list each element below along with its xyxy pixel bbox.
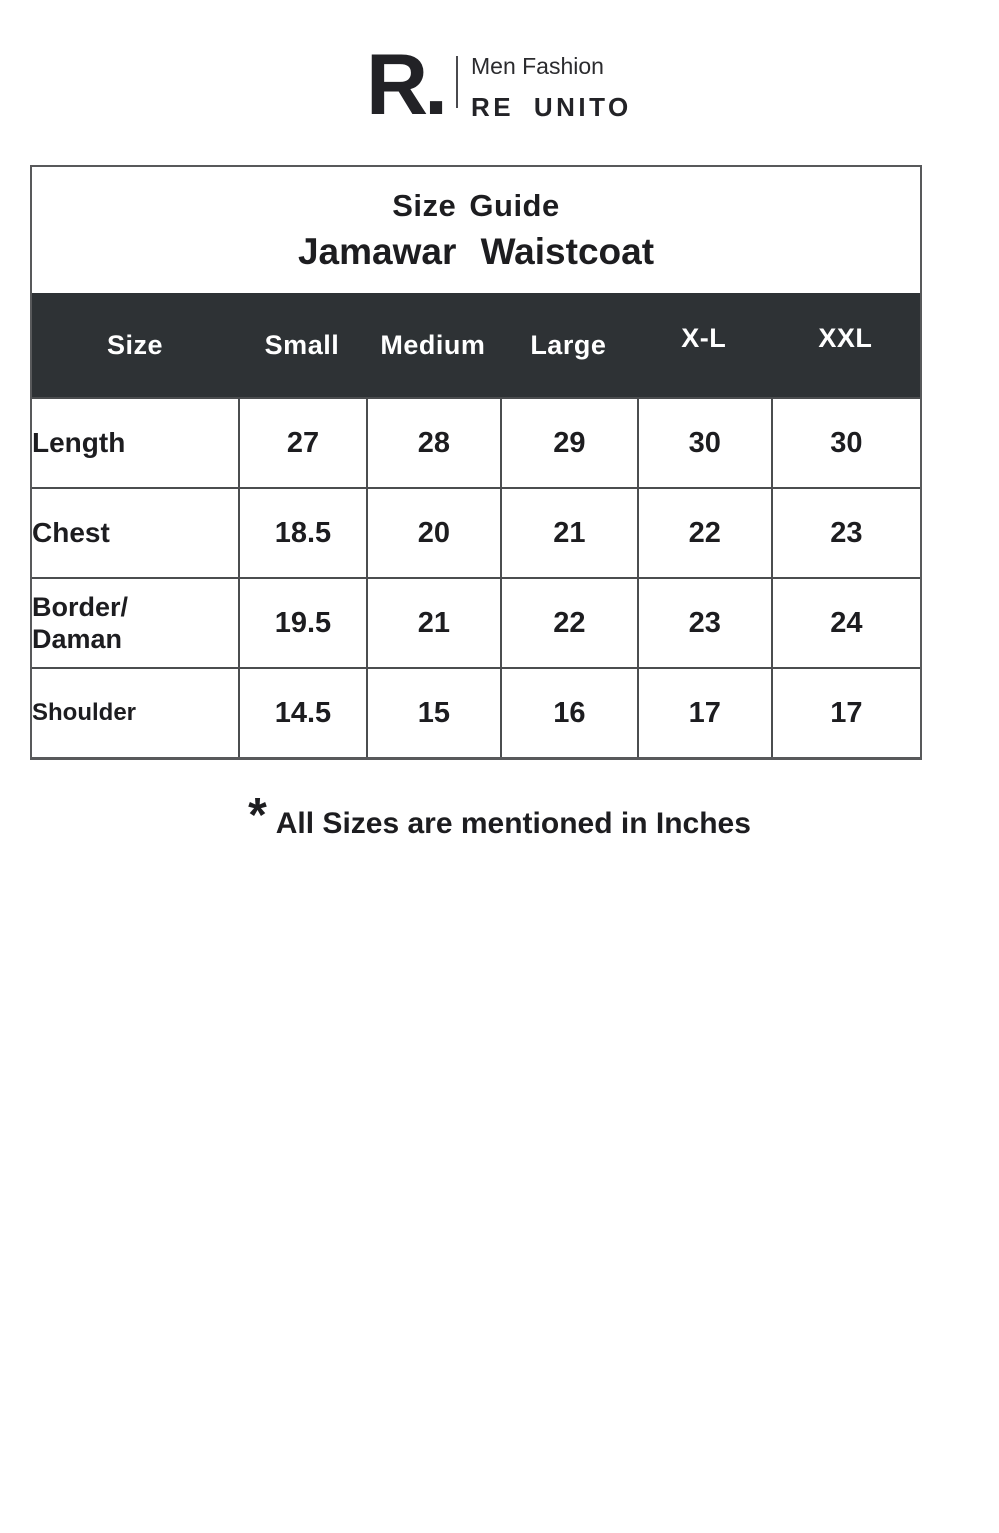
table-row-length	[32, 397, 920, 487]
brand-name: RE UNITO	[471, 92, 632, 123]
table-cell: 23	[771, 489, 920, 577]
row-label	[32, 489, 238, 577]
brand-tagline: Men Fashion	[471, 53, 604, 79]
table-cell: 28	[366, 399, 500, 487]
table-title-block	[32, 167, 920, 293]
table-cell: 24	[771, 579, 920, 667]
row-label	[32, 399, 238, 487]
footnote	[0, 789, 999, 842]
column-header-medium	[366, 293, 500, 397]
table-cell: 18.5	[238, 489, 366, 577]
row-label-text-line2: Daman	[32, 624, 123, 654]
table-cell: 29	[500, 399, 637, 487]
size-guide-title: Size Guide	[392, 187, 560, 223]
row-label	[32, 669, 238, 757]
column-header-label: Medium	[380, 329, 486, 360]
table-cell: 22	[637, 489, 771, 577]
column-header-label: X-L	[681, 322, 727, 353]
brand-text-block	[471, 50, 632, 123]
table-row-shoulder	[32, 667, 920, 757]
table-cell: 15	[366, 669, 500, 757]
column-header-label: Large	[530, 329, 607, 360]
asterisk-marker: *	[248, 789, 267, 842]
product-name-subtitle: Jamawar Waistcoat	[297, 230, 655, 272]
row-label-text: Shoulder	[32, 698, 137, 726]
table-cell: 17	[771, 669, 920, 757]
column-header-small	[238, 293, 366, 397]
column-header-label: XXL	[818, 322, 873, 353]
table-cell: 30	[637, 399, 771, 487]
brand-logo	[366, 37, 632, 133]
table-header-row	[32, 293, 920, 397]
column-header-xxl	[771, 293, 920, 397]
logo-divider	[456, 56, 458, 108]
size-guide-table	[30, 165, 922, 760]
table-cell: 16	[500, 669, 637, 757]
table-row-border-daman	[32, 577, 920, 667]
table-cell: 17	[637, 669, 771, 757]
column-header-label: Small	[264, 329, 340, 360]
table-row-chest	[32, 487, 920, 577]
row-label-text: Chest	[32, 517, 110, 549]
row-label	[32, 579, 238, 667]
brand-logo-mark: R.	[366, 37, 444, 133]
table-cell: 21	[500, 489, 637, 577]
table-cell: 30	[771, 399, 920, 487]
column-header-label: Size	[106, 329, 164, 360]
table-cell: 20	[366, 489, 500, 577]
table-cell: 22	[500, 579, 637, 667]
column-header-large	[500, 293, 637, 397]
column-header-xl	[637, 293, 771, 397]
table-cell: 23	[637, 579, 771, 667]
table-cell: 19.5	[238, 579, 366, 667]
row-label-text: Border/	[32, 591, 129, 622]
table-cell: 27	[238, 399, 366, 487]
row-label-text: Length	[32, 427, 126, 459]
footnote-text: All Sizes are mentioned in Inches	[275, 807, 751, 840]
column-header-size	[32, 293, 238, 397]
table-cell: 21	[366, 579, 500, 667]
table-cell: 14.5	[238, 669, 366, 757]
